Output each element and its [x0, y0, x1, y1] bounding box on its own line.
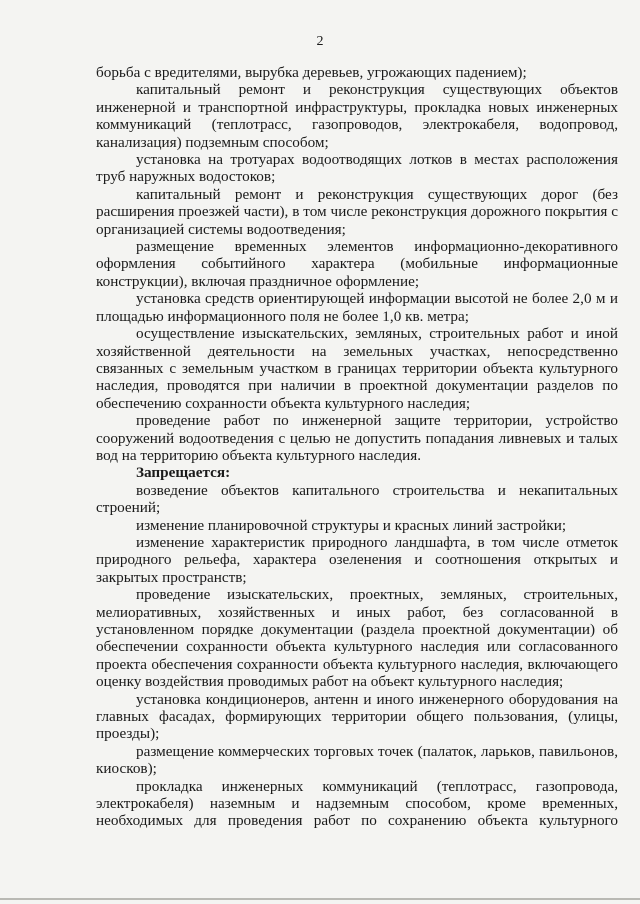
- paragraph: возведение объектов капитального строительства и некапитальных строений;: [96, 481, 618, 517]
- paragraph: прокладка инженерных коммуникаций (теплотрасс, газопровода, электрокабеля) наземным и надземным способом, кроме временных, необходимых для проведения работ по сохранению объекта культурного: [96, 777, 618, 830]
- paragraph: установка средств ориентирующей информации высотой не более 2,0 м и площадью информационного поля не более 1,0 кв. метра;: [96, 290, 618, 325]
- paragraph: борьба с вредителями, вырубка деревьев, угрожающих падением);: [96, 64, 527, 81]
- paragraph: изменение характеристик природного ландшафта, в том числе отметок природного рельефа, характера озеленения и соотношения открытых и закрытых пространств;: [96, 533, 618, 586]
- document-body: [96, 64, 618, 830]
- paragraph: осуществление изыскательских, земляных, строительных работ и иной хозяйственной деятельности на земельных участках, непосредственно связанных с земельным участком в границах территории объекта культурного наследия, проводятся при наличии в проектной документации разделов по обеспечению сохранности объекта культурного наследия;: [96, 325, 618, 412]
- page-number: 2: [316, 34, 324, 49]
- paragraph: размещение временных элементов информационно-декоративного оформления событийного характера (мобильные информационные конструкции), включая праздничное оформление;: [96, 238, 618, 290]
- paragraph: капитальный ремонт и реконструкция существующих объектов инженерной и транспортной инфраструктуры, прокладка новых инженерных коммуникаций (теплотрасс, газопроводов, электрокабеля, водопровод, канализация) подземным способом;: [96, 81, 618, 151]
- section-heading: Запрещается:: [136, 464, 231, 482]
- paragraph: проведение изыскательских, проектных, земляных, строительных, мелиоративных, хозяйственных и иных работ, без согласованной в установленном порядке документации (раздела проектной документации) об обеспечении сохранности объекта культурного наследия или согласованного проекта обеспечения сохранности объекта культурного наследия, включающего оценку воздействия проводимых работ на объект культурного наследия;: [96, 586, 618, 691]
- paragraph: капитальный ремонт и реконструкция существующих дорог (без расширения проезжей части), в том числе реконструкция дорожного покрытия с организацией системы водоотведения;: [96, 185, 618, 238]
- paragraph: установка кондиционеров, антенн и иного инженерного оборудования на главных фасадах, формирующих территории общего пользования, (улицы, проезды);: [96, 690, 618, 743]
- paragraph: проведение работ по инженерной защите территории, устройство сооружений водоотведения с целью не допустить попадания ливневых и талых вод на территорию объекта культурного наследия.: [96, 412, 618, 464]
- scan-edge-line: [0, 898, 640, 900]
- paragraph: изменение планировочной структуры и красных линий застройки;: [136, 516, 567, 534]
- paragraph: установка на тротуарах водоотводящих лотков в местах расположения труб наружных водостоков;: [96, 151, 618, 186]
- paragraph: размещение коммерческих торговых точек (палаток, ларьков, павильонов, киосков);: [96, 742, 618, 778]
